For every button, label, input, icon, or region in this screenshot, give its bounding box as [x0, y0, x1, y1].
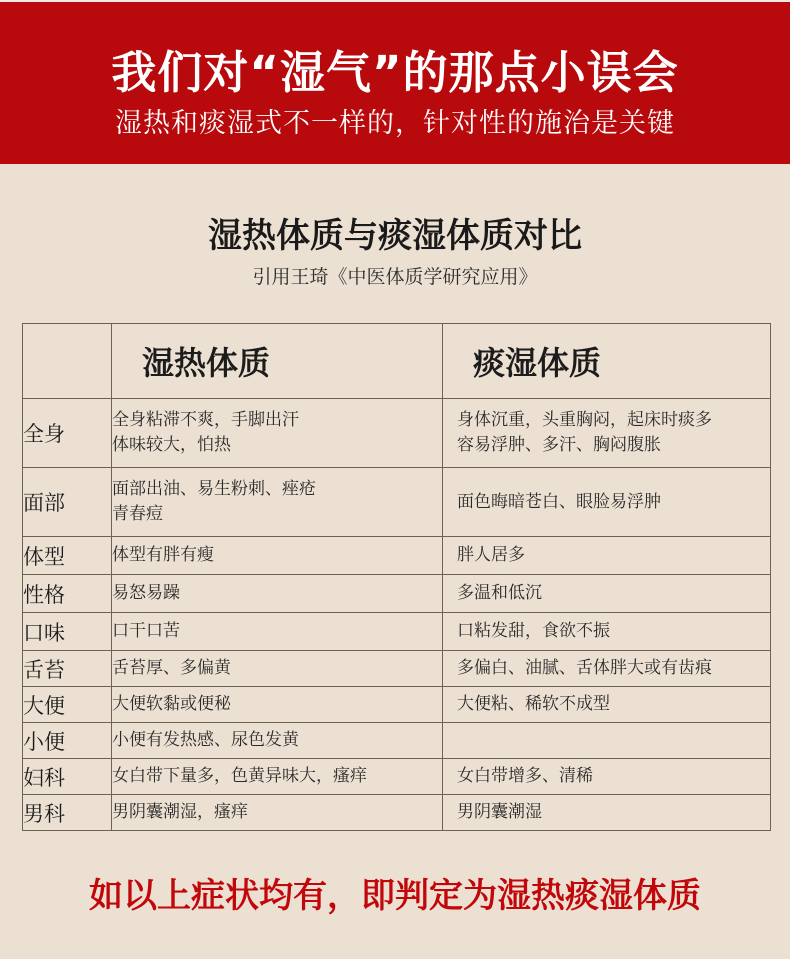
table-row — [23, 613, 771, 651]
cell-text-line: 胖人居多 — [457, 545, 525, 565]
cell-text-line: 女白带增多、清稀 — [457, 766, 593, 786]
table-row — [23, 651, 771, 687]
header-corner — [23, 324, 112, 399]
phlegm-damp-cell — [443, 759, 771, 795]
header-phlegm-damp: 痰湿体质 — [443, 324, 771, 399]
cell-text-line: 女白带下量多，色黄异味大，瘙痒 — [112, 766, 367, 786]
header-banner — [0, 0, 790, 164]
cell-text-line: 大便软黏或便秘 — [112, 694, 231, 714]
cell-text-line: 容易浮肿、多汗、胸闷腹胀 — [457, 435, 661, 455]
row-label: 小便 — [23, 723, 112, 759]
cell-text-line: 易怒易躁 — [112, 583, 180, 603]
phlegm-damp-cell — [443, 723, 771, 759]
damp-heat-cell — [112, 537, 443, 575]
cell-text-line: 青春痘 — [112, 504, 163, 524]
comparison-title: 湿热体质与痰湿体质对比 — [208, 216, 582, 256]
table-header-row — [23, 324, 771, 399]
table-row — [23, 723, 771, 759]
row-label: 全身 — [23, 399, 112, 468]
row-label: 舌苔 — [23, 651, 112, 687]
cell-text-line: 面色晦暗苍白、眼脸易浮肿 — [457, 491, 661, 512]
cell-text-line: 身体沉重，头重胸闷，起床时痰多 — [457, 410, 712, 430]
cell-text-line: 多温和低沉 — [457, 583, 542, 603]
header-damp-heat: 湿热体质 — [112, 324, 443, 399]
damp-heat-cell — [112, 468, 443, 537]
table-row — [23, 537, 771, 575]
cell-text-line: 多偏白、油腻、舌体胖大或有齿痕 — [457, 658, 712, 678]
table-row — [23, 575, 771, 613]
row-label: 体型 — [23, 537, 112, 575]
damp-heat-cell — [112, 723, 443, 759]
cell-text-line: 口干口苦 — [112, 621, 180, 641]
cell-text-line: 体型有胖有瘦 — [112, 545, 214, 565]
row-label: 大便 — [23, 687, 112, 723]
cell-text-line: 全身粘滞不爽，手脚出汗 — [112, 410, 299, 430]
citation: 引用王琦《中医体质学研究应用》 — [252, 266, 538, 288]
phlegm-damp-cell — [443, 575, 771, 613]
table-row — [23, 687, 771, 723]
row-label: 男科 — [23, 795, 112, 831]
phlegm-damp-cell — [443, 537, 771, 575]
table-row — [23, 795, 771, 831]
phlegm-damp-cell — [443, 687, 771, 723]
damp-heat-cell — [112, 651, 443, 687]
cell-text-line: 面部出油、易生粉刺、痤疮 — [112, 479, 316, 499]
banner-subtitle: 湿热和痰湿式不一样的，针对性的施治是关键 — [115, 108, 675, 139]
phlegm-damp-cell — [443, 651, 771, 687]
cell-text-line: 大便粘、稀软不成型 — [457, 694, 610, 714]
table-row — [23, 759, 771, 795]
cell-text-line: 男阴囊潮湿 — [457, 802, 542, 822]
comparison-table — [22, 323, 771, 831]
cell-text-line: 小便有发热感、尿色发黄 — [112, 730, 299, 750]
cell-text-line: 男阴囊潮湿，瘙痒 — [112, 802, 248, 822]
damp-heat-cell — [112, 613, 443, 651]
banner-title: 我们对“湿气”的那点小误会 — [111, 46, 679, 99]
cell-text-line: 口粘发甜，食欲不振 — [457, 621, 610, 641]
phlegm-damp-cell — [443, 613, 771, 651]
damp-heat-cell — [112, 687, 443, 723]
conclusion-text: 如以上症状均有，即判定为湿热痰湿体质 — [89, 876, 701, 916]
row-label: 性格 — [23, 575, 112, 613]
row-label: 面部 — [23, 468, 112, 537]
cell-text-line: 舌苔厚、多偏黄 — [112, 658, 231, 678]
damp-heat-cell — [112, 575, 443, 613]
table-row — [23, 399, 771, 468]
phlegm-damp-cell — [443, 399, 771, 468]
phlegm-damp-cell — [443, 795, 771, 831]
damp-heat-cell — [112, 399, 443, 468]
table-row — [23, 468, 771, 537]
damp-heat-cell — [112, 795, 443, 831]
cell-text-line: 体味较大，怕热 — [112, 435, 231, 455]
row-label: 妇科 — [23, 759, 112, 795]
damp-heat-cell — [112, 759, 443, 795]
phlegm-damp-cell — [443, 468, 771, 537]
row-label: 口味 — [23, 613, 112, 651]
